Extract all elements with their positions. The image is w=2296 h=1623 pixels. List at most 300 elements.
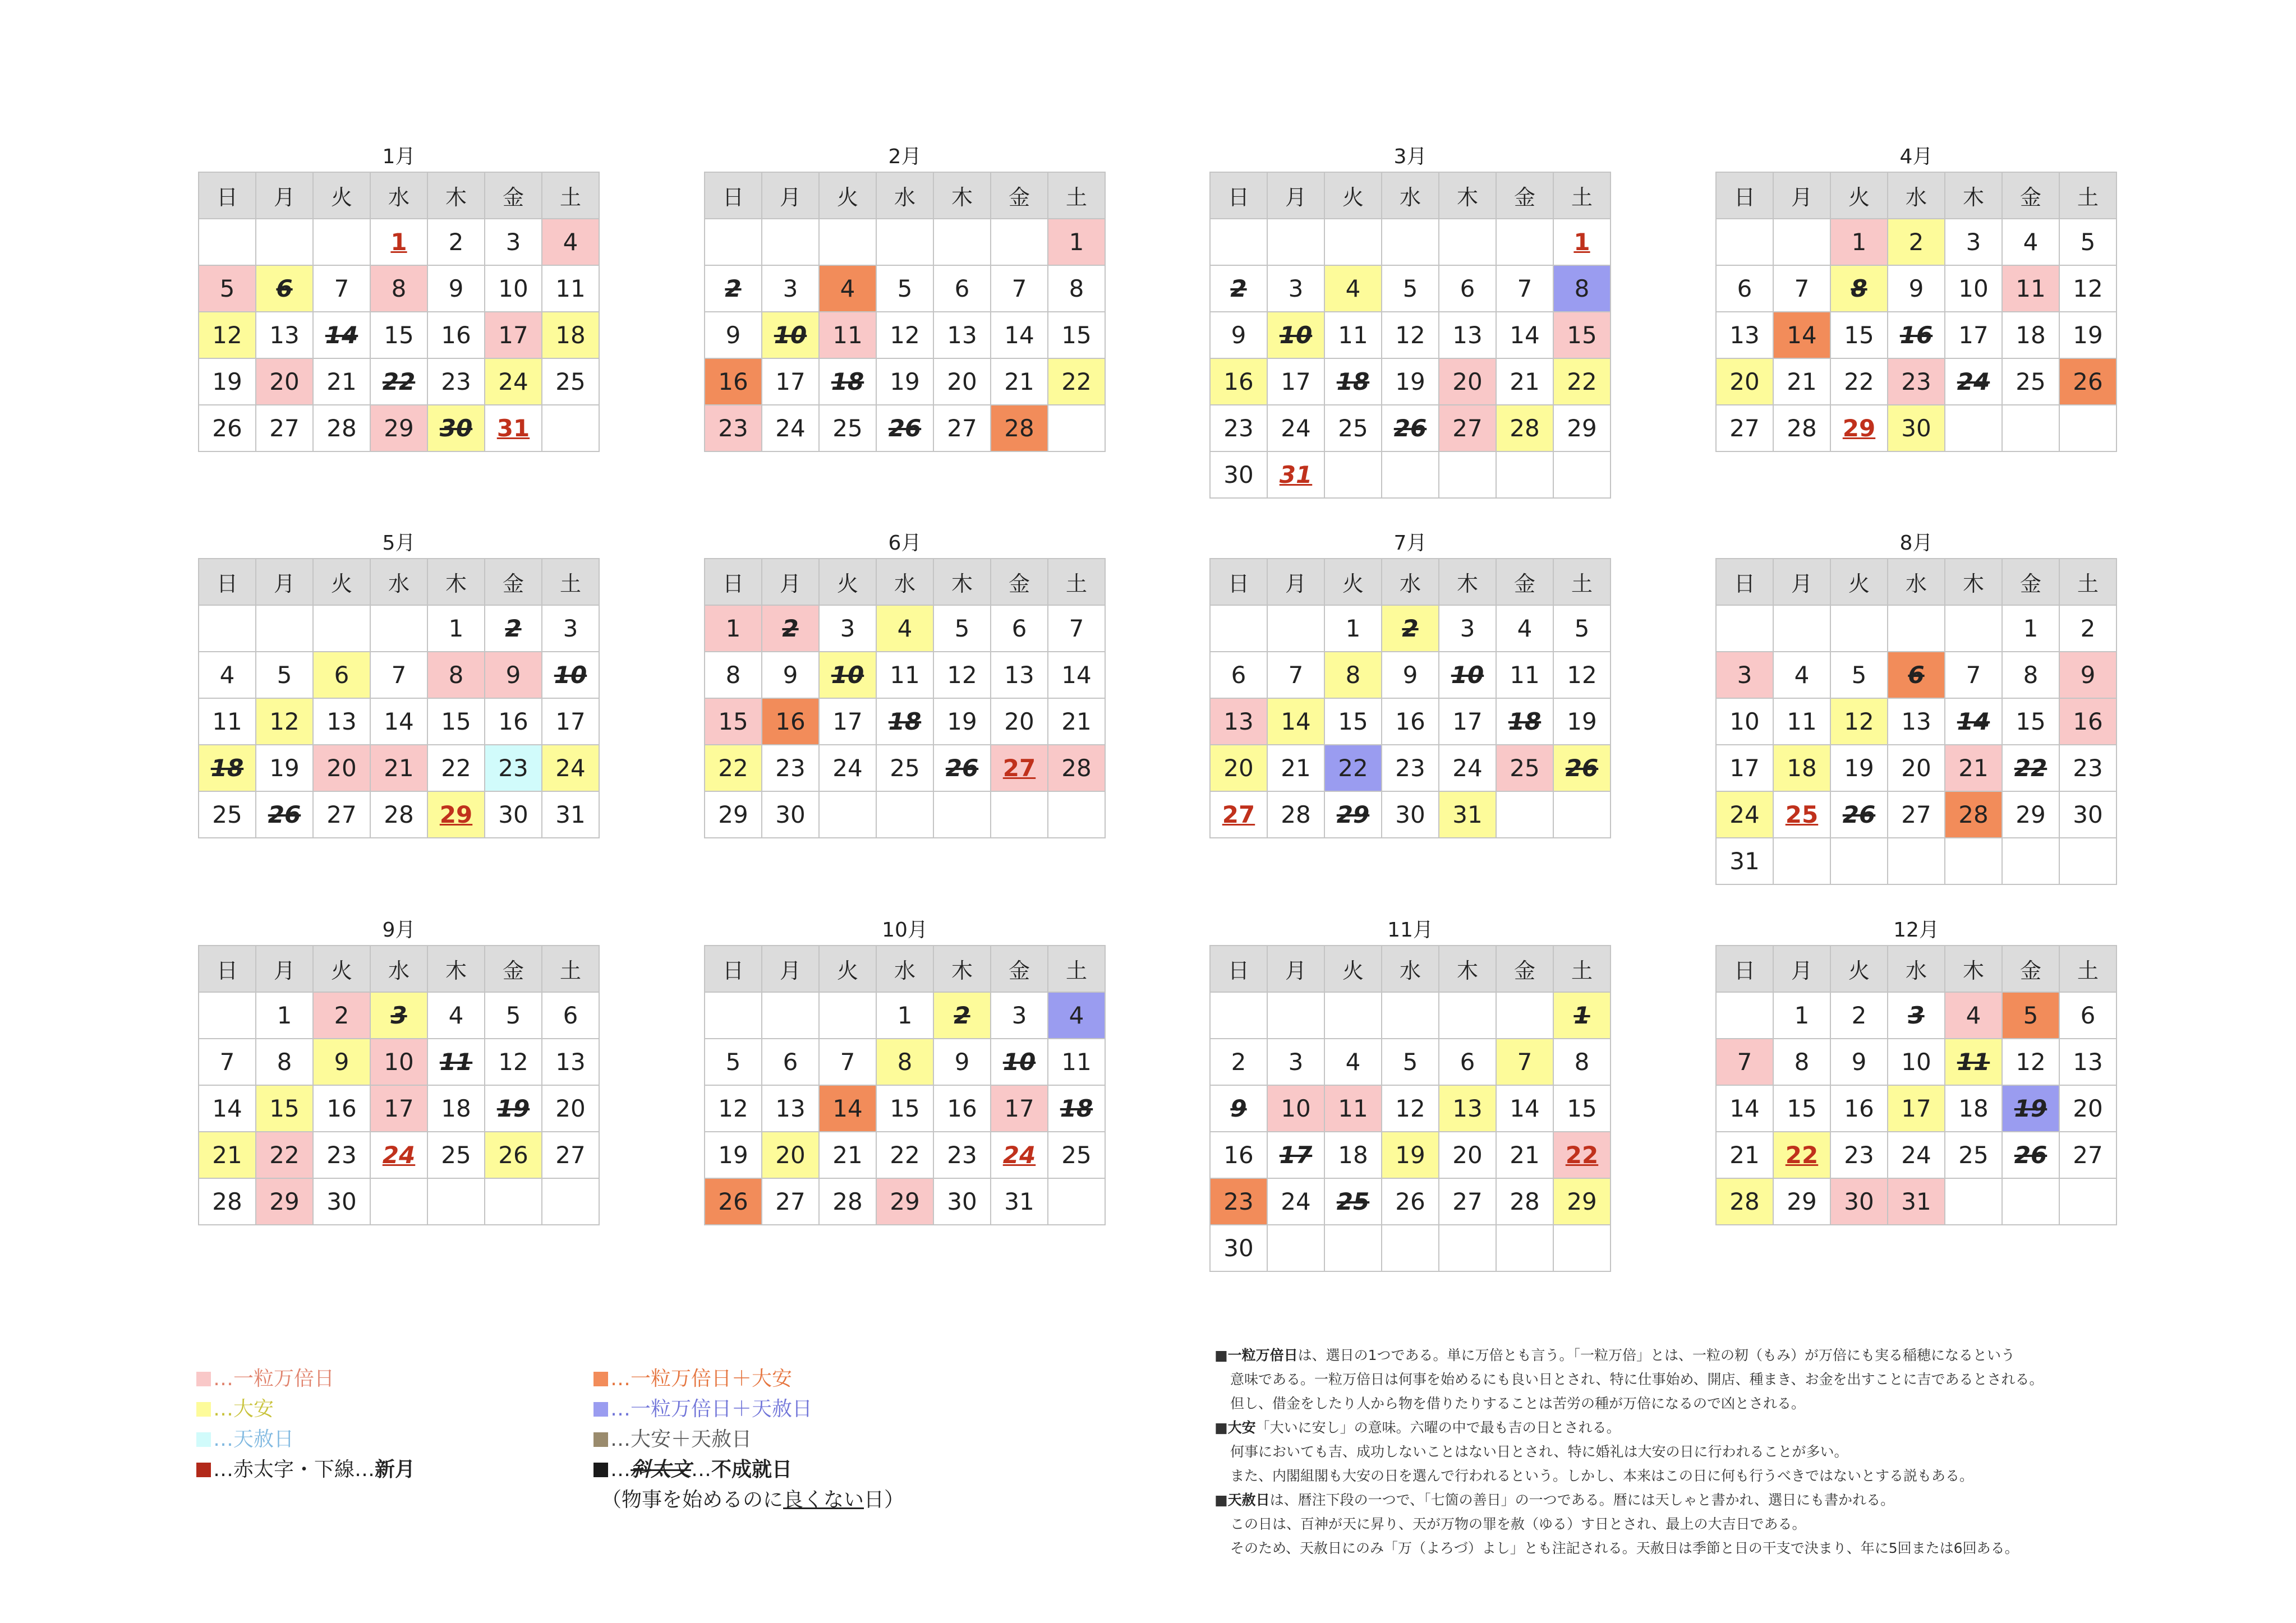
month-title: 6月 <box>888 532 922 555</box>
day-cell <box>762 265 819 312</box>
day-number: 8 <box>1574 275 1590 302</box>
day-number: 29 <box>1567 414 1597 442</box>
weekday-header: 水 <box>1888 946 1945 992</box>
day-number: 5 <box>1851 661 1867 689</box>
week-row <box>199 265 599 312</box>
day-number: 29 <box>384 414 414 442</box>
day-cell <box>1324 1178 1382 1225</box>
day-cell <box>1439 265 1496 312</box>
day-number: 1 <box>1851 228 1867 256</box>
empty-cell <box>256 605 313 652</box>
day-number: 4 <box>897 615 913 642</box>
day-cell <box>1210 265 1267 312</box>
weekday-header: 火 <box>1830 946 1888 992</box>
day-number: 25 <box>832 414 863 442</box>
day-number: 5 <box>505 1002 521 1029</box>
day-number: 24 <box>382 1141 416 1169</box>
month-calendar-grid <box>198 945 600 1225</box>
day-number: 27 <box>1002 754 1036 782</box>
day-number: 18 <box>555 321 586 349</box>
empty-cell <box>1324 451 1382 498</box>
day-number: 20 <box>1452 1141 1483 1169</box>
day-number: 13 <box>775 1095 806 1122</box>
day-number: 20 <box>326 754 357 782</box>
day-cell <box>1496 605 1553 652</box>
day-cell <box>313 265 370 312</box>
day-cell <box>2059 605 2116 652</box>
day-cell <box>1553 405 1611 451</box>
day-cell <box>2059 1132 2116 1178</box>
day-cell <box>1553 605 1611 652</box>
week-row <box>199 791 599 838</box>
week-row <box>705 312 1105 358</box>
day-number: 19 <box>1395 368 1425 395</box>
day-number: 1 <box>1069 228 1084 256</box>
empty-cell <box>1048 791 1105 838</box>
weekday-header: 水 <box>370 172 427 219</box>
day-number: 27 <box>775 1188 806 1215</box>
month-title: 5月 <box>382 532 416 555</box>
day-number: 14 <box>1510 321 1540 349</box>
day-number: 19 <box>212 368 242 395</box>
day-number: 7 <box>1069 615 1084 642</box>
day-number: 24 <box>1452 754 1483 782</box>
day-cell <box>1888 791 1945 838</box>
day-cell <box>199 1039 256 1085</box>
day-number: 16 <box>441 321 471 349</box>
note-tensha-line3: そのため、天赦日にのみ「万（よろづ）よし」とも注記される。天赦日は季節と日の干支で決まり、年に5回または6回ある。 <box>1230 1540 2019 1556</box>
day-cell <box>1945 652 2002 698</box>
month-calendar-grid <box>1209 172 1611 499</box>
day-cell <box>1267 358 1324 405</box>
day-number: 21 <box>1061 708 1092 735</box>
week-row <box>1210 1132 1611 1178</box>
weekday-header: 土 <box>2059 172 2116 219</box>
day-cell <box>542 605 599 652</box>
legend-right <box>593 1364 904 1515</box>
day-cell <box>1773 1085 1830 1132</box>
week-row <box>1210 1225 1611 1271</box>
day-cell <box>1716 265 1773 312</box>
day-number: 14 <box>1729 1095 1760 1122</box>
empty-cell <box>1382 219 1439 265</box>
day-number: 22 <box>382 368 416 395</box>
day-number: 20 <box>947 368 977 395</box>
day-cell <box>933 265 991 312</box>
day-number: 14 <box>1061 661 1092 689</box>
empty-cell <box>2002 1178 2059 1225</box>
day-cell <box>256 265 313 312</box>
day-number: 16 <box>1844 1095 1874 1122</box>
day-number: 9 <box>1230 1095 1247 1122</box>
day-number: 8 <box>1345 661 1361 689</box>
weekday-header: 火 <box>1324 946 1382 992</box>
day-number: 21 <box>1729 1141 1760 1169</box>
day-cell <box>1716 1132 1773 1178</box>
day-cell <box>1773 992 1830 1039</box>
day-number: 16 <box>718 368 748 395</box>
day-cell <box>1830 265 1888 312</box>
day-cell <box>876 698 933 745</box>
day-cell <box>1267 1039 1324 1085</box>
day-cell <box>819 405 876 451</box>
day-number: 4 <box>1966 1002 1981 1029</box>
day-number: 8 <box>277 1048 292 1076</box>
day-cell <box>2002 605 2059 652</box>
day-cell <box>876 405 933 451</box>
empty-cell <box>991 219 1048 265</box>
weekday-header: 木 <box>1439 172 1496 219</box>
empty-cell <box>1210 605 1267 652</box>
day-cell <box>2002 791 2059 838</box>
day-cell <box>427 1132 485 1178</box>
day-cell <box>1267 1178 1324 1225</box>
day-cell <box>1830 405 1888 451</box>
day-number: 1 <box>448 615 464 642</box>
day-cell <box>1945 992 2002 1039</box>
day-cell <box>2002 652 2059 698</box>
day-cell <box>542 992 599 1039</box>
day-number: 13 <box>1223 708 1254 735</box>
day-cell <box>1324 1132 1382 1178</box>
day-number: 29 <box>1336 801 1370 828</box>
week-row <box>705 405 1105 451</box>
day-cell <box>1553 1085 1611 1132</box>
weekday-header: 火 <box>1324 559 1382 605</box>
day-cell <box>1324 1085 1382 1132</box>
day-cell <box>313 652 370 698</box>
weekday-header-row <box>1716 946 2116 992</box>
empty-cell <box>2002 405 2059 451</box>
day-number: 4 <box>1069 1002 1084 1029</box>
day-cell <box>256 791 313 838</box>
day-number: 29 <box>439 801 473 828</box>
month-calendar-grid <box>1715 945 2117 1225</box>
day-cell <box>1945 791 2002 838</box>
day-number: 7 <box>219 1048 235 1076</box>
day-number: 13 <box>1452 321 1483 349</box>
day-cell <box>1267 652 1324 698</box>
weekday-header: 土 <box>1048 172 1105 219</box>
empty-cell <box>1439 992 1496 1039</box>
day-cell <box>1267 265 1324 312</box>
day-number: 2 <box>505 615 522 642</box>
day-cell <box>370 992 427 1039</box>
empty-cell <box>1716 219 1773 265</box>
day-number: 20 <box>1452 368 1483 395</box>
day-cell <box>876 1178 933 1225</box>
day-cell <box>485 652 542 698</box>
day-number: 25 <box>1061 1141 1092 1169</box>
day-cell <box>1048 605 1105 652</box>
day-number: 15 <box>2016 708 2046 735</box>
day-number: 2 <box>1851 1002 1867 1029</box>
day-number: 15 <box>718 708 748 735</box>
week-row <box>1210 992 1611 1039</box>
weekday-header: 日 <box>705 946 762 992</box>
weekday-header-row <box>199 172 599 219</box>
day-number: 15 <box>441 708 471 735</box>
day-cell <box>256 312 313 358</box>
day-number: 26 <box>268 801 301 828</box>
day-number: 6 <box>954 275 970 302</box>
day-number: 6 <box>783 1048 798 1076</box>
day-cell <box>876 745 933 791</box>
day-cell <box>485 358 542 405</box>
day-number: 23 <box>1844 1141 1874 1169</box>
day-cell <box>1888 1132 1945 1178</box>
day-cell <box>313 358 370 405</box>
weekday-header: 火 <box>313 172 370 219</box>
week-row <box>1716 745 2116 791</box>
day-cell <box>1048 219 1105 265</box>
day-number: 15 <box>1567 321 1597 349</box>
day-number: 5 <box>219 275 235 302</box>
day-number: 10 <box>1451 661 1484 689</box>
weekday-header: 土 <box>2059 946 2116 992</box>
empty-cell <box>1553 1225 1611 1271</box>
day-cell <box>1048 358 1105 405</box>
day-cell <box>1553 1132 1611 1178</box>
day-number: 20 <box>1223 754 1254 782</box>
day-number: 23 <box>947 1141 977 1169</box>
empty-cell <box>542 1178 599 1225</box>
day-cell <box>991 405 1048 451</box>
day-cell <box>199 312 256 358</box>
day-number: 24 <box>1002 1141 1036 1169</box>
month-title: 9月 <box>382 919 416 942</box>
weekday-header: 土 <box>542 172 599 219</box>
day-cell <box>876 265 933 312</box>
day-number: 31 <box>1279 461 1313 488</box>
day-number: 28 <box>832 1188 863 1215</box>
day-number: 10 <box>554 661 587 689</box>
day-cell <box>876 605 933 652</box>
day-cell <box>1553 652 1611 698</box>
week-row <box>1716 838 2116 884</box>
day-number: 30 <box>498 801 528 828</box>
day-cell <box>1945 358 2002 405</box>
weekday-header: 木 <box>1945 559 2002 605</box>
weekday-header: 水 <box>1382 559 1439 605</box>
day-number: 16 <box>1899 321 1933 349</box>
week-row <box>199 745 599 791</box>
day-cell <box>1324 358 1382 405</box>
day-number: 23 <box>498 754 528 782</box>
day-cell <box>933 1178 991 1225</box>
weekday-header: 月 <box>256 946 313 992</box>
day-number: 26 <box>212 414 242 442</box>
weekday-header: 火 <box>819 172 876 219</box>
week-row <box>1716 1178 2116 1225</box>
legend-fujoju-note: （物事を始めるのに良くない日） <box>601 1488 905 1511</box>
month-calendar-grid <box>198 558 600 838</box>
day-number: 18 <box>1336 368 1370 395</box>
day-cell <box>1382 1178 1439 1225</box>
week-row <box>1210 745 1611 791</box>
day-number: 13 <box>1729 321 1760 349</box>
day-cell <box>2002 745 2059 791</box>
day-cell <box>762 405 819 451</box>
day-cell <box>313 791 370 838</box>
empty-cell <box>370 605 427 652</box>
day-cell <box>256 745 313 791</box>
empty-cell <box>370 1178 427 1225</box>
day-cell <box>1553 312 1611 358</box>
weekday-header-row <box>199 559 599 605</box>
day-cell <box>1716 1085 1773 1132</box>
day-number: 28 <box>1510 414 1540 442</box>
weekday-header: 月 <box>762 559 819 605</box>
day-cell <box>1210 1039 1267 1085</box>
day-number: 14 <box>325 321 358 349</box>
week-row <box>199 652 599 698</box>
day-number: 2 <box>1908 228 1924 256</box>
day-cell <box>1382 312 1439 358</box>
day-cell <box>1773 791 1830 838</box>
day-number: 10 <box>1002 1048 1036 1076</box>
day-cell <box>1830 1085 1888 1132</box>
day-number: 24 <box>832 754 863 782</box>
day-number: 2 <box>2080 615 2096 642</box>
day-number: 19 <box>1844 754 1874 782</box>
day-number: 6 <box>1231 661 1246 689</box>
day-cell <box>485 1039 542 1085</box>
day-cell <box>370 1132 427 1178</box>
day-number: 22 <box>2014 754 2047 782</box>
empty-cell <box>705 219 762 265</box>
weekday-header-row <box>1716 559 2116 605</box>
day-cell <box>762 1039 819 1085</box>
empty-cell <box>313 219 370 265</box>
day-number: 8 <box>1069 275 1084 302</box>
day-cell <box>199 698 256 745</box>
day-cell <box>370 652 427 698</box>
day-number: 16 <box>1395 708 1425 735</box>
day-number: 1 <box>725 615 741 642</box>
day-number: 5 <box>725 1048 741 1076</box>
day-cell <box>427 358 485 405</box>
day-cell <box>2002 992 2059 1039</box>
day-number: 28 <box>1061 754 1092 782</box>
day-number: 14 <box>1281 708 1311 735</box>
day-number: 29 <box>718 801 748 828</box>
day-cell <box>1382 405 1439 451</box>
day-cell <box>1048 265 1105 312</box>
day-cell <box>1945 1039 2002 1085</box>
week-row <box>199 605 599 652</box>
day-number: 14 <box>832 1095 863 1122</box>
day-cell <box>2002 698 2059 745</box>
day-cell <box>1888 219 1945 265</box>
day-cell <box>1496 312 1553 358</box>
day-cell <box>991 652 1048 698</box>
day-number: 19 <box>1395 1141 1425 1169</box>
day-number: 16 <box>775 708 806 735</box>
day-number: 2 <box>954 1002 970 1029</box>
day-number: 26 <box>2073 368 2103 395</box>
fujoju-swatch <box>593 1463 608 1477</box>
day-number: 21 <box>384 754 414 782</box>
taian-tensha-swatch <box>593 1432 608 1447</box>
day-cell <box>485 992 542 1039</box>
month-calendar-grid <box>704 172 1106 452</box>
empty-cell <box>819 992 876 1039</box>
day-cell <box>1324 1039 1382 1085</box>
day-number: 1 <box>1345 615 1361 642</box>
day-number: 25 <box>1336 1188 1370 1215</box>
day-number: 3 <box>1288 275 1304 302</box>
day-cell <box>485 405 542 451</box>
day-number: 21 <box>1510 1141 1540 1169</box>
day-cell <box>1382 745 1439 791</box>
day-number: 22 <box>890 1141 920 1169</box>
explanatory-notes <box>1214 1343 2252 1560</box>
day-number: 18 <box>2016 321 2046 349</box>
day-cell <box>1553 745 1611 791</box>
weekday-header: 日 <box>1210 559 1267 605</box>
day-cell <box>1945 1085 2002 1132</box>
day-cell <box>933 745 991 791</box>
day-number: 2 <box>782 615 799 642</box>
day-number: 8 <box>1574 1048 1590 1076</box>
day-number: 29 <box>1567 1188 1597 1215</box>
day-number: 25 <box>890 754 920 782</box>
weekday-header: 金 <box>485 946 542 992</box>
day-number: 7 <box>1794 275 1810 302</box>
day-number: 10 <box>1281 1095 1311 1122</box>
day-number: 10 <box>384 1048 414 1076</box>
day-number: 3 <box>1737 661 1752 689</box>
day-number: 10 <box>1279 321 1313 349</box>
week-row <box>199 1132 599 1178</box>
day-number: 12 <box>269 708 300 735</box>
weekday-header: 金 <box>485 559 542 605</box>
day-cell <box>1830 992 1888 1039</box>
weekday-header: 火 <box>313 946 370 992</box>
weekday-header: 土 <box>1048 559 1105 605</box>
week-row <box>1210 698 1611 745</box>
week-row <box>1210 1039 1611 1085</box>
day-cell <box>313 745 370 791</box>
day-cell <box>1439 698 1496 745</box>
weekday-header: 日 <box>1716 559 1773 605</box>
day-number: 13 <box>1004 661 1034 689</box>
day-cell <box>1439 1132 1496 1178</box>
day-number: 18 <box>441 1095 471 1122</box>
day-cell <box>256 652 313 698</box>
day-number: 5 <box>1574 615 1590 642</box>
week-row <box>1210 652 1611 698</box>
month-title: 1月 <box>382 145 416 168</box>
day-number: 4 <box>219 661 235 689</box>
day-cell <box>1830 358 1888 405</box>
month-title: 4月 <box>1899 145 1933 168</box>
note-taian-line3: また、内閣組閣も大安の日を選んで行われるという。しかし、本来はこの日に何も行うべきではないとする説もある。 <box>1230 1468 1974 1484</box>
day-number: 4 <box>1345 275 1361 302</box>
week-row <box>199 698 599 745</box>
day-number: 30 <box>2073 801 2103 828</box>
day-cell <box>1496 405 1553 451</box>
empty-cell <box>1048 1178 1105 1225</box>
day-cell <box>313 405 370 451</box>
day-cell <box>1830 1132 1888 1178</box>
empty-cell <box>1267 1225 1324 1271</box>
day-number: 5 <box>954 615 970 642</box>
day-number: 25 <box>1510 754 1540 782</box>
day-cell <box>1945 1132 2002 1178</box>
day-number: 25 <box>1958 1141 1989 1169</box>
